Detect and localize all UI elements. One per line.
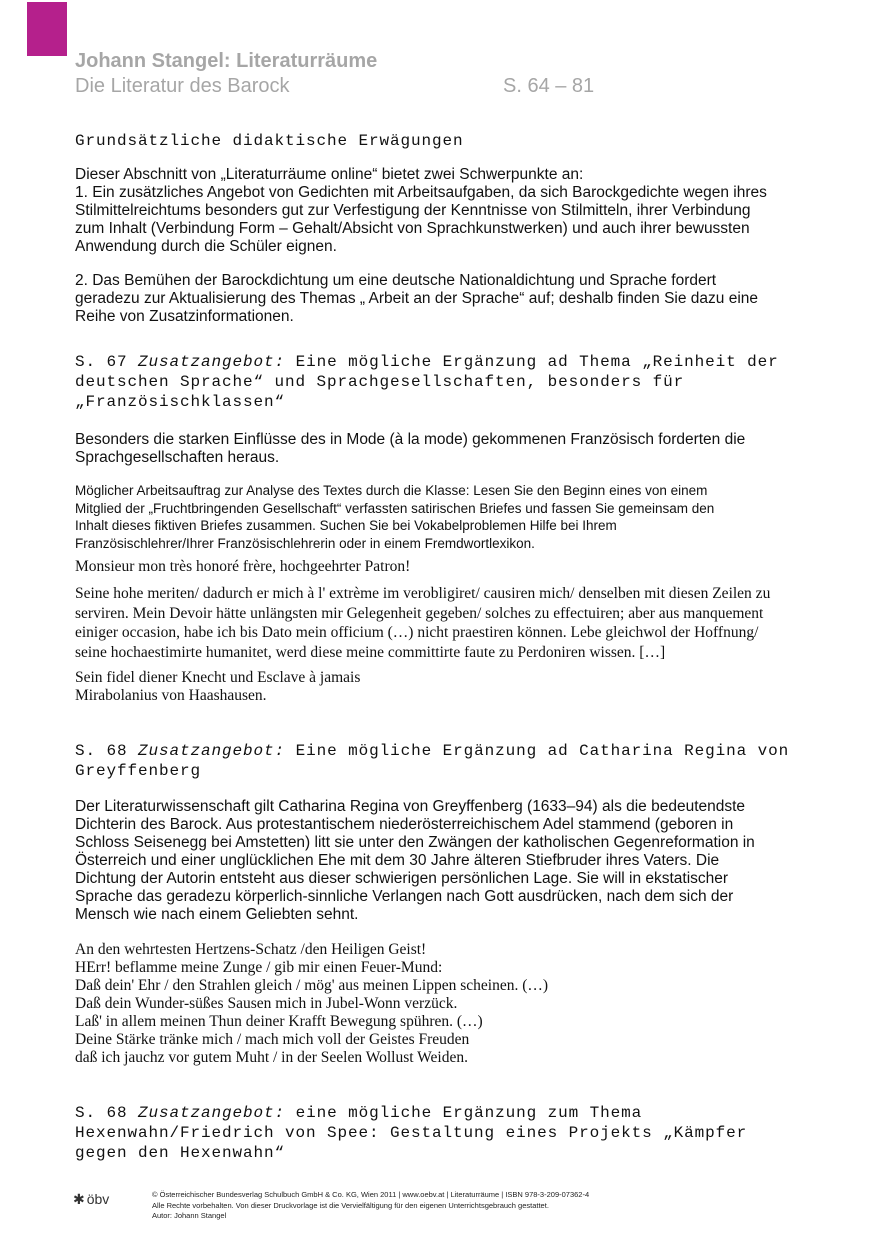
s68b-heading-line-1: eine mögliche Ergänzung zum Thema [295,1104,643,1122]
poem-line: Laß' in allem meinen Thun deiner Krafft Bewegung spühren. (…) [75,1013,483,1030]
text-line: Reihe von Zusatzinformationen. [75,308,294,325]
s68a-page-ref: S. 68 [75,742,128,760]
publisher-logo-text: öbv [86,1191,110,1207]
s68a-heading [75,741,825,781]
s67-closing [75,669,825,705]
text-line: Stilmittelreichtums besonders gut zur Verfestigung der Kenntnisse von Stilmitteln, ihrer Verbindung [75,202,751,219]
header-page-range: S. 64 – 81 [503,75,595,97]
text-line: geradezu zur Aktualisierung des Themas „ Arbeit an der Sprache“ auf; deshalb finden Sie dazu eine [75,290,758,307]
text-line: Sprache das geradezu körperlich-sinnliche Verlangen nach Gott ausdrücken, nach dem sich der [75,888,734,905]
s68a-body [75,798,825,924]
text-line: Inhalt dieses fiktiven Briefes zusammen. Suchen Sie bei Vokabelproblemen Hilfe bei Ihrem [75,518,617,533]
text-line: Mitglied der „Fruchtbringenden Gesellschaft“ verfassten satirischen Briefes und fassen Sie gemeinsam den [75,500,715,516]
s67-task [75,482,825,552]
s67-heading-line-3: „Französischklassen“ [75,393,286,411]
s67-body [75,431,825,467]
publisher-logo [73,1191,109,1208]
text-line: Sein fidel diener Knecht und Esclave à jamais [75,669,361,686]
poem-line: daß ich jauchz vor gutem Muht / in der Seelen Wollust Weiden. [75,1049,468,1066]
text-line: Österreich und einer unglücklichen Ehe mit dem 30 Jahre älteren Stiefbruder ihres Vaters. Die [75,852,720,869]
s68a-heading-line-1: Eine mögliche Ergänzung ad Catharina Regina von [295,742,790,760]
poem-line: Daß dein Wunder-süßes Sausen mich in Jubel-Wonn verzück. [75,995,458,1012]
s67-heading-line-1: Eine mögliche Ergänzung ad Thema „Reinheit der [295,353,779,371]
text-line: Dichterin des Barock. Aus protestantischem niederösterreichischem Adel stammend (geboren in [75,816,734,833]
s68b-heading-line-3: gegen den Hexenwahn“ [75,1144,286,1162]
intro-heading: Grundsätzliche didaktische Erwägungen [75,132,464,150]
poem-line: An den wehrtesten Hertzens-Schatz /den Heiligen Geist! [75,941,427,958]
poem-line: Daß dein' Ehr / den Strahlen gleich / mög' aus meinen Lippen scheinen. (…) [75,977,549,994]
s68b-heading-line-2: Hexenwahn/Friedrich von Spee: Gestaltung eines Projekts „Kämpfer [75,1124,748,1142]
s68b-page-ref: S. 68 [75,1104,128,1122]
s68b-label: Zusatzangebot: [138,1104,286,1122]
s68a-heading-line-2: Greyffenberg [75,762,202,780]
text-line: Sprachgesellschaften heraus. [75,449,280,466]
s67-label: Zusatzangebot: [138,353,286,371]
s67-salutation: Monsieur mon très honoré frère, hochgeehrter Patron! [75,558,411,575]
s67-letter [75,584,825,662]
text-line: Dichtung der Autorin entsteht aus dieser schwierigen persönlichen Lage. Sie will in ekstatischer [75,870,729,887]
text-line: Möglicher Arbeitsauftrag zur Analyse des Textes durch die Klasse: Lesen Sie den Beginn eines von einem [75,483,708,498]
text-line: seine hochaestimirte humanitet, werd diese meine committirte faute zu Perdoniren wissen. […] [75,643,666,661]
text-line: Der Literaturwissenschaft gilt Catharina Regina von Greyffenberg (1633–94) als die bedeutendste [75,798,746,815]
poem-line: Deine Stärke tränke mich / mach mich voll der Geistes Freuden [75,1031,470,1048]
s68b-heading [75,1103,825,1163]
oebv-star-icon: ✱ [73,1191,85,1207]
s68a-poem [75,941,825,1067]
footer-copyright [152,1190,589,1222]
poem-line: HErr! beflamme meine Zunge / gib mir einen Feuer-Mund: [75,959,443,976]
header-title: Johann Stangel: Literaturräume [75,50,378,72]
footer-line-3: Autor: Johann Stangel [152,1211,227,1220]
header-subtitle: Die Literatur des Barock [75,75,290,97]
accent-tab [27,2,67,56]
intro-paragraph-2 [75,272,825,326]
text-line: Mirabolanius von Haashausen. [75,687,267,704]
text-line: Schloss Seisenegg bei Amstetten) litt sie unter den Zwängen der katholischen Gegenreformation in [75,834,755,851]
text-line: zum Inhalt (Verbindung Form – Gehalt/Absicht von Sprachkunstwerken) und auch ihrer bewussten [75,220,750,237]
text-line: 1. Ein zusätzliches Angebot von Gedichten mit Arbeitsaufgaben, da sich Barockgedichte wegen ihres [75,184,767,201]
text-line: serviren. Mein Devoir hätte unlängsten mir Gelegenheit gegeben/ solches zu effectuiren; aber aus manquement [75,604,764,622]
intro-paragraph-1 [75,166,825,256]
text-line: Dieser Abschnitt von „Literaturräume online“ bietet zwei Schwerpunkte an: [75,166,584,183]
s67-heading [75,352,825,412]
text-line: Seine hohe meriten/ dadurch er mich à l' extrème im verobligiret/ causiren mich/ denselben mit diesen Zeilen zu [75,585,771,602]
text-line: 2. Das Bemühen der Barockdichtung um eine deutsche Nationaldichtung und Sprache fordert [75,272,717,289]
s68a-label: Zusatzangebot: [138,742,286,760]
text-line: Besonders die starken Einflüsse des in Mode (à la mode) gekommenen Französisch forderten die [75,431,746,448]
text-line: einiger occasion, habe ich bis Dato mein officium (…) nicht praestiren können. Lebe gleichwol der Hoffnung/ [75,624,759,641]
text-line: Mensch wie nach einem Geliebten sehnt. [75,906,359,923]
document-body [75,131,825,1163]
text-line: Anwendung durch die Schüler eignen. [75,238,337,255]
footer-line-1: © Österreichischer Bundesverlag Schulbuch GmbH & Co. KG, Wien 2011 | www.oebv.at | Literaturräume | ISBN 978-3-209-07362-4 [152,1190,590,1199]
footer-line-2: Alle Rechte vorbehalten. Von dieser Druckvorlage ist die Vervielfältigung für den eigenen Unterrichtsgebrauch gestattet. [152,1200,549,1210]
text-line: Französischlehrer/Ihrer Französischlehrerin oder in einem Fremdwortlexikon. [75,535,535,551]
s67-heading-line-2: deutschen Sprache“ und Sprachgesellschaften, besonders für [75,373,685,391]
s67-page-ref: S. 67 [75,353,128,371]
